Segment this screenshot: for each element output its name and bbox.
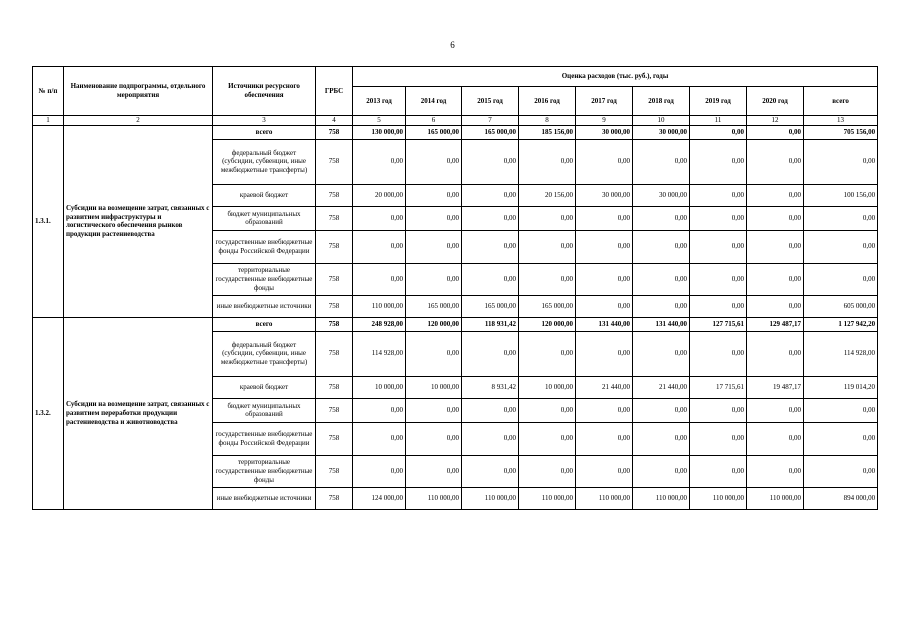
- value-total: 0,00: [804, 263, 878, 295]
- header-year: 2014 год: [406, 87, 462, 116]
- header-year: 2017 год: [576, 87, 633, 116]
- value-cell: 165 000,00: [406, 295, 462, 317]
- value-cell: 120 000,00: [519, 317, 576, 331]
- value-cell: 0,00: [576, 206, 633, 230]
- value-cell: 130 000,00: [353, 125, 406, 139]
- value-cell: 0,00: [747, 398, 804, 422]
- column-number: 4: [316, 116, 353, 126]
- grbs-code: 758: [316, 455, 353, 487]
- column-number: 8: [519, 116, 576, 126]
- value-cell: 0,00: [519, 422, 576, 455]
- grbs-code: 758: [316, 487, 353, 509]
- value-cell: 0,00: [406, 206, 462, 230]
- value-cell: 165 000,00: [519, 295, 576, 317]
- value-cell: 21 440,00: [576, 376, 633, 398]
- funding-source: государственные внебюджетные фонды Российской Федерации: [213, 422, 316, 455]
- value-cell: 30 000,00: [633, 125, 690, 139]
- value-cell: 0,00: [353, 422, 406, 455]
- column-number: 12: [747, 116, 804, 126]
- grbs-code: 758: [316, 125, 353, 139]
- value-cell: 30 000,00: [576, 184, 633, 206]
- grbs-code: 758: [316, 331, 353, 376]
- value-total: 0,00: [804, 398, 878, 422]
- value-cell: 0,00: [353, 230, 406, 263]
- value-cell: 0,00: [633, 422, 690, 455]
- value-cell: 10 000,00: [519, 376, 576, 398]
- funding-source: всего: [213, 317, 316, 331]
- value-cell: 120 000,00: [406, 317, 462, 331]
- funding-source: краевой бюджет: [213, 184, 316, 206]
- value-cell: 0,00: [519, 398, 576, 422]
- value-cell: 0,00: [462, 263, 519, 295]
- value-cell: 0,00: [462, 398, 519, 422]
- value-cell: 30 000,00: [576, 125, 633, 139]
- header-year: 2015 год: [462, 87, 519, 116]
- column-number: 6: [406, 116, 462, 126]
- header-num: № п/п: [33, 67, 64, 116]
- funding-source: всего: [213, 125, 316, 139]
- value-cell: 0,00: [747, 422, 804, 455]
- value-cell: 0,00: [633, 331, 690, 376]
- value-cell: 0,00: [406, 139, 462, 184]
- value-cell: 0,00: [519, 331, 576, 376]
- value-cell: 10 000,00: [353, 376, 406, 398]
- funding-source: государственные внебюджетные фонды Российской Федерации: [213, 230, 316, 263]
- value-cell: 131 440,00: [576, 317, 633, 331]
- value-cell: 110 000,00: [576, 487, 633, 509]
- header-name: Наименование подпрограммы, отдельного мероприятия: [64, 67, 213, 116]
- value-cell: 0,00: [633, 230, 690, 263]
- value-total: 119 014,20: [804, 376, 878, 398]
- value-cell: 0,00: [462, 139, 519, 184]
- value-cell: 165 000,00: [462, 295, 519, 317]
- measure-title: Субсидии на возмещение затрат, связанных с развитием инфраструктуры и логистического обеспечения рынков продукции растениеводства: [64, 125, 213, 317]
- value-cell: 0,00: [690, 206, 747, 230]
- value-cell: 110 000,00: [633, 487, 690, 509]
- column-numbers-row: [33, 116, 878, 126]
- value-cell: 20 156,00: [519, 184, 576, 206]
- value-total: 100 156,00: [804, 184, 878, 206]
- header-year: 2018 год: [633, 87, 690, 116]
- value-total: 0,00: [804, 206, 878, 230]
- funding-source: территориальные государственные внебюджетные фонды: [213, 263, 316, 295]
- column-number: 5: [353, 116, 406, 126]
- value-cell: 0,00: [353, 206, 406, 230]
- value-total: 0,00: [804, 422, 878, 455]
- value-cell: 20 000,00: [353, 184, 406, 206]
- value-cell: 110 000,00: [353, 295, 406, 317]
- value-cell: 0,00: [406, 455, 462, 487]
- table-row-total: [33, 125, 878, 139]
- value-cell: 21 440,00: [633, 376, 690, 398]
- value-cell: 30 000,00: [633, 184, 690, 206]
- measure-code: 1.3.2.: [33, 317, 64, 509]
- funding-source: иные внебюджетные источники: [213, 295, 316, 317]
- value-cell: 0,00: [747, 331, 804, 376]
- value-cell: 0,00: [690, 230, 747, 263]
- value-cell: 0,00: [353, 398, 406, 422]
- column-number: 3: [213, 116, 316, 126]
- value-cell: 110 000,00: [747, 487, 804, 509]
- value-cell: 0,00: [406, 230, 462, 263]
- grbs-code: 758: [316, 317, 353, 331]
- funding-source: федеральный бюджет (субсидии, субвенции, иные межбюджетные трансферты): [213, 139, 316, 184]
- budget-table: [32, 66, 878, 510]
- value-cell: 0,00: [690, 263, 747, 295]
- value-cell: 0,00: [690, 184, 747, 206]
- value-cell: 0,00: [576, 263, 633, 295]
- header-year: 2019 год: [690, 87, 747, 116]
- value-cell: 0,00: [747, 206, 804, 230]
- value-cell: 124 000,00: [353, 487, 406, 509]
- value-cell: 185 156,00: [519, 125, 576, 139]
- value-cell: 0,00: [747, 295, 804, 317]
- value-cell: 127 715,61: [690, 317, 747, 331]
- value-cell: 10 000,00: [406, 376, 462, 398]
- column-number: 1: [33, 116, 64, 126]
- funding-source: бюджет муниципальных образований: [213, 398, 316, 422]
- value-cell: 0,00: [406, 263, 462, 295]
- value-cell: 0,00: [576, 139, 633, 184]
- value-cell: 0,00: [462, 230, 519, 263]
- grbs-code: 758: [316, 422, 353, 455]
- value-cell: 129 487,17: [747, 317, 804, 331]
- value-cell: 0,00: [576, 295, 633, 317]
- column-number: 2: [64, 116, 213, 126]
- value-total: 894 000,00: [804, 487, 878, 509]
- value-cell: 0,00: [690, 422, 747, 455]
- header-year: 2013 год: [353, 87, 406, 116]
- grbs-code: 758: [316, 398, 353, 422]
- measure-title: Субсидии на возмещение затрат, связанных с развитием переработки продукции растениеводства и животноводства: [64, 317, 213, 509]
- value-cell: 248 928,00: [353, 317, 406, 331]
- value-cell: 0,00: [462, 184, 519, 206]
- value-total: 0,00: [804, 139, 878, 184]
- value-cell: 0,00: [747, 125, 804, 139]
- value-cell: 0,00: [519, 455, 576, 487]
- value-cell: 110 000,00: [519, 487, 576, 509]
- header-estimate: Оценка расходов (тыс. руб.), годы: [353, 67, 878, 87]
- grbs-code: 758: [316, 139, 353, 184]
- value-cell: 0,00: [519, 139, 576, 184]
- value-cell: 0,00: [747, 139, 804, 184]
- header-year: 2020 год: [747, 87, 804, 116]
- value-cell: 0,00: [690, 125, 747, 139]
- value-cell: 118 931,42: [462, 317, 519, 331]
- header-source: Источники ресурсного обеспечения: [213, 67, 316, 116]
- value-cell: 0,00: [690, 139, 747, 184]
- funding-source: иные внебюджетные источники: [213, 487, 316, 509]
- value-cell: 17 715,61: [690, 376, 747, 398]
- value-total: 1 127 942,20: [804, 317, 878, 331]
- value-total: 0,00: [804, 455, 878, 487]
- page-number: 6: [450, 40, 455, 50]
- value-cell: 0,00: [519, 263, 576, 295]
- value-cell: 0,00: [747, 263, 804, 295]
- header-grbs: ГРБС: [316, 67, 353, 116]
- value-cell: 0,00: [633, 295, 690, 317]
- value-cell: 0,00: [406, 398, 462, 422]
- value-cell: 114 928,00: [353, 331, 406, 376]
- table-row-total: [33, 317, 878, 331]
- value-total: 605 000,00: [804, 295, 878, 317]
- value-cell: 0,00: [462, 206, 519, 230]
- grbs-code: 758: [316, 230, 353, 263]
- value-cell: 0,00: [519, 206, 576, 230]
- grbs-code: 758: [316, 206, 353, 230]
- value-cell: 0,00: [406, 184, 462, 206]
- value-cell: 8 931,42: [462, 376, 519, 398]
- header-total: всего: [804, 87, 878, 116]
- value-cell: 0,00: [353, 455, 406, 487]
- column-number: 11: [690, 116, 747, 126]
- value-cell: 0,00: [690, 398, 747, 422]
- funding-source: краевой бюджет: [213, 376, 316, 398]
- grbs-code: 758: [316, 184, 353, 206]
- value-cell: 0,00: [747, 184, 804, 206]
- value-cell: 0,00: [576, 422, 633, 455]
- value-cell: 131 440,00: [633, 317, 690, 331]
- value-cell: 0,00: [576, 230, 633, 263]
- value-cell: 0,00: [576, 331, 633, 376]
- value-cell: 110 000,00: [462, 487, 519, 509]
- grbs-code: 758: [316, 376, 353, 398]
- column-number: 7: [462, 116, 519, 126]
- value-cell: 165 000,00: [406, 125, 462, 139]
- value-total: 705 156,00: [804, 125, 878, 139]
- funding-source: федеральный бюджет (субсидии, субвенции, иные межбюджетные трансферты): [213, 331, 316, 376]
- funding-source: территориальные государственные внебюджетные фонды: [213, 455, 316, 487]
- value-total: 0,00: [804, 230, 878, 263]
- column-number: 9: [576, 116, 633, 126]
- value-cell: 0,00: [633, 455, 690, 487]
- value-cell: 0,00: [462, 331, 519, 376]
- value-cell: 0,00: [519, 230, 576, 263]
- value-cell: 0,00: [633, 139, 690, 184]
- value-cell: 0,00: [633, 206, 690, 230]
- value-cell: 0,00: [690, 455, 747, 487]
- value-cell: 0,00: [353, 263, 406, 295]
- funding-source: бюджет муниципальных образований: [213, 206, 316, 230]
- value-cell: 0,00: [690, 331, 747, 376]
- value-cell: 0,00: [633, 263, 690, 295]
- value-cell: 19 487,17: [747, 376, 804, 398]
- value-cell: 0,00: [633, 398, 690, 422]
- value-cell: 0,00: [406, 422, 462, 455]
- value-total: 114 928,00: [804, 331, 878, 376]
- value-cell: 110 000,00: [690, 487, 747, 509]
- grbs-code: 758: [316, 295, 353, 317]
- header-year: 2016 год: [519, 87, 576, 116]
- value-cell: 0,00: [690, 295, 747, 317]
- value-cell: 0,00: [406, 331, 462, 376]
- column-number: 13: [804, 116, 878, 126]
- value-cell: 0,00: [576, 455, 633, 487]
- grbs-code: 758: [316, 263, 353, 295]
- measure-code: 1.3.1.: [33, 125, 64, 317]
- value-cell: 0,00: [747, 455, 804, 487]
- value-cell: 0,00: [462, 455, 519, 487]
- value-cell: 0,00: [353, 139, 406, 184]
- value-cell: 0,00: [462, 422, 519, 455]
- value-cell: 0,00: [747, 230, 804, 263]
- value-cell: 110 000,00: [406, 487, 462, 509]
- value-cell: 0,00: [576, 398, 633, 422]
- column-number: 10: [633, 116, 690, 126]
- value-cell: 165 000,00: [462, 125, 519, 139]
